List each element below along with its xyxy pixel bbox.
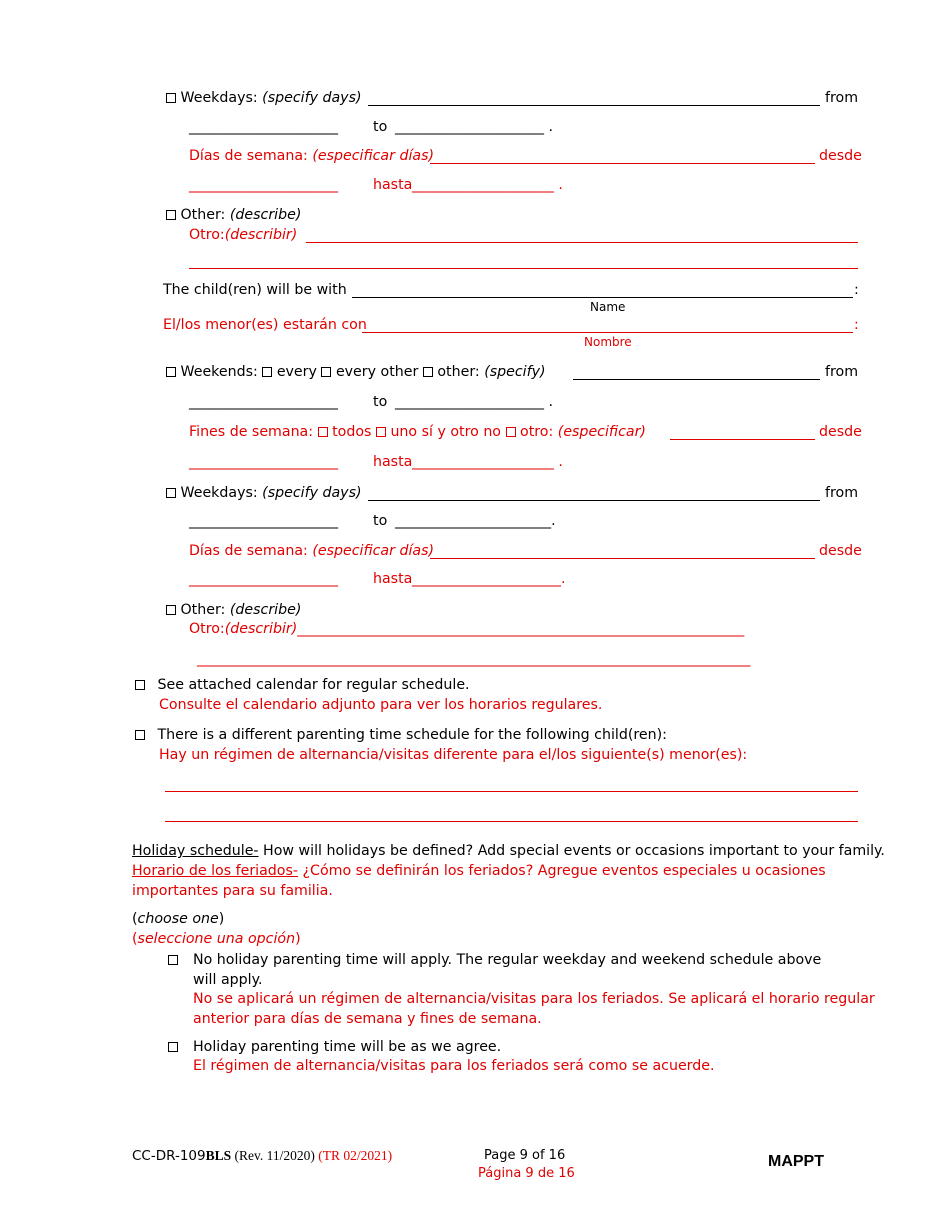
footer-form-code: CC-DR-109BLS (Rev. 11/2020) (TR 02/2021)	[132, 1148, 393, 1164]
different-es: Hay un régimen de alternancia/visitas diferente para el/los siguiente(s) menor(es):	[159, 747, 748, 763]
every-other-checkbox[interactable]	[321, 367, 331, 377]
weekends-row: Weekends: every every other other: (specify)	[166, 365, 546, 379]
hora-desde-blank-3[interactable]: _____________________	[189, 571, 338, 587]
weekdays-days-blank-1[interactable]	[368, 105, 820, 106]
holiday-title-es: Horario de los feriados-	[132, 863, 298, 879]
otro-blank-1a[interactable]	[306, 242, 858, 243]
otro-row-2: Otro:(describir)_______________________________________________________________	[189, 621, 745, 637]
holiday-heading-es-2: importantes para su familia.	[132, 883, 333, 899]
hasta-label-1: hasta	[373, 177, 413, 193]
from-label-1: from	[825, 90, 859, 106]
holiday-option-1-checkbox-wrap	[168, 953, 178, 967]
footer-page-es: Página 9 de 16	[478, 1166, 575, 1181]
weekdays-checkbox-1[interactable]	[166, 93, 176, 103]
time-from-blank-2[interactable]: _____________________	[189, 394, 338, 410]
weekdays-days-blank-2[interactable]	[368, 500, 820, 501]
other-row-2: Other: (describe)	[166, 603, 301, 617]
to-label-1: to	[373, 119, 388, 135]
holiday-option-2-en: Holiday parenting time will be as we agree.	[193, 1039, 502, 1055]
holiday-option-1-es-1: No se aplicará un régimen de alternancia/visitas para los feriados. Se aplicará el horario regular	[193, 991, 875, 1007]
hora-desde-blank-1[interactable]: _____________________	[189, 177, 338, 193]
hora-desde-blank-2[interactable]: _____________________	[189, 454, 338, 470]
hasta-label-3: hasta	[373, 571, 413, 587]
holiday-option-1-checkbox[interactable]	[168, 955, 178, 965]
holiday-option-1-en-1: No holiday parenting time will apply. The regular weekday and weekend schedule above	[193, 952, 822, 968]
holiday-title: Holiday schedule-	[132, 843, 259, 859]
other-checkbox-2[interactable]	[166, 605, 176, 615]
choose-one: (choose one)	[132, 911, 225, 927]
choose-one-es: (seleccione una opción)	[132, 931, 301, 947]
todos-checkbox[interactable]	[318, 427, 328, 437]
holiday-option-2-es: El régimen de alternancia/visitas para los feriados será como se acuerde.	[193, 1058, 715, 1074]
desde-label-2: desde	[819, 424, 862, 440]
weekends-specify-blank[interactable]	[573, 379, 820, 380]
uno-si-checkbox[interactable]	[376, 427, 386, 437]
different-blank-1[interactable]	[165, 791, 858, 792]
weekends-checkbox[interactable]	[166, 367, 176, 377]
every-checkbox[interactable]	[262, 367, 272, 377]
from-label-3: from	[825, 485, 859, 501]
other-weekend-checkbox[interactable]	[423, 367, 433, 377]
from-label-2: from	[825, 364, 859, 380]
otro-row-1: Otro:(describir)	[189, 227, 298, 243]
calendar-checkbox[interactable]	[135, 680, 145, 690]
calendar-row: See attached calendar for regular schedule.	[135, 678, 470, 692]
otro-dashed-blank-2a[interactable]: _______________________________________________________________	[297, 621, 745, 637]
hora-hasta-blank-2[interactable]: ____________________ .	[412, 454, 563, 470]
different-row: There is a different parenting time schedule for the following child(ren):	[135, 728, 667, 742]
hora-hasta-blank-3[interactable]: _____________________.	[412, 571, 566, 587]
time-to-blank-1[interactable]: _____________________ .	[395, 119, 553, 135]
name-caption-es: Nombre	[584, 335, 632, 349]
desde-label-3: desde	[819, 543, 862, 559]
to-label-3: to	[373, 513, 388, 529]
calendar-es: Consulte el calendario adjunto para ver los horarios regulares.	[159, 697, 603, 713]
colon-2: :	[854, 317, 859, 333]
fines-especificar-blank[interactable]	[670, 439, 815, 440]
to-label-2: to	[373, 394, 388, 410]
other-checkbox-1[interactable]	[166, 210, 176, 220]
time-from-blank-3[interactable]: _____________________	[189, 513, 338, 529]
colon-1: :	[854, 282, 859, 298]
dias-row-1: Días de semana: (especificar días)	[189, 148, 435, 164]
weekdays-row-1: Weekdays: (specify days)	[166, 91, 362, 105]
desde-label-1: desde	[819, 148, 862, 164]
hora-hasta-blank-1[interactable]: ____________________ .	[412, 177, 563, 193]
footer-page-en: Page 9 of 16	[484, 1148, 566, 1163]
child-with-name-blank-es[interactable]	[362, 332, 853, 333]
dias-blank-1[interactable]	[430, 163, 815, 164]
footer-badge: MAPPT	[768, 1153, 824, 1170]
otro-blank-1b[interactable]	[189, 268, 858, 269]
child-with-name-blank[interactable]	[352, 297, 853, 298]
holiday-option-1-es-2: anterior para días de semana y fines de semana.	[193, 1011, 542, 1027]
holiday-option-1-en-2: will apply.	[193, 972, 263, 988]
name-caption: Name	[590, 300, 626, 314]
otro-fines-checkbox[interactable]	[506, 427, 516, 437]
time-to-blank-2[interactable]: _____________________ .	[395, 394, 553, 410]
hasta-label-2: hasta	[373, 454, 413, 470]
other-row-1: Other: (describe)	[166, 208, 301, 222]
child-with-label-es: El/los menor(es) estarán con	[163, 317, 367, 333]
weekdays-checkbox-2[interactable]	[166, 488, 176, 498]
time-from-blank-1[interactable]: _____________________	[189, 119, 338, 135]
dias-blank-2[interactable]	[430, 558, 815, 559]
holiday-option-2-checkbox-wrap	[168, 1040, 178, 1054]
weekdays-row-2: Weekdays: (specify days)	[166, 486, 362, 500]
child-with-label: The child(ren) will be with	[163, 282, 347, 298]
holiday-heading-es: Horario de los feriados- ¿Cómo se definirán los feriados? Agregue eventos especiales u ocasiones	[132, 863, 826, 879]
different-checkbox[interactable]	[135, 730, 145, 740]
holiday-heading-en: Holiday schedule- How will holidays be defined? Add special events or occasions important to your family.	[132, 843, 885, 859]
different-blank-2[interactable]	[165, 821, 858, 822]
time-to-blank-3[interactable]: ______________________.	[395, 513, 556, 529]
dias-row-2: Días de semana: (especificar días)	[189, 543, 435, 559]
holiday-option-2-checkbox[interactable]	[168, 1042, 178, 1052]
otro-dashed-blank-2b[interactable]: ______________________________________________________________________________	[197, 651, 751, 667]
fines-row: Fines de semana: todos uno sí y otro no otro: (especificar)	[189, 424, 646, 440]
